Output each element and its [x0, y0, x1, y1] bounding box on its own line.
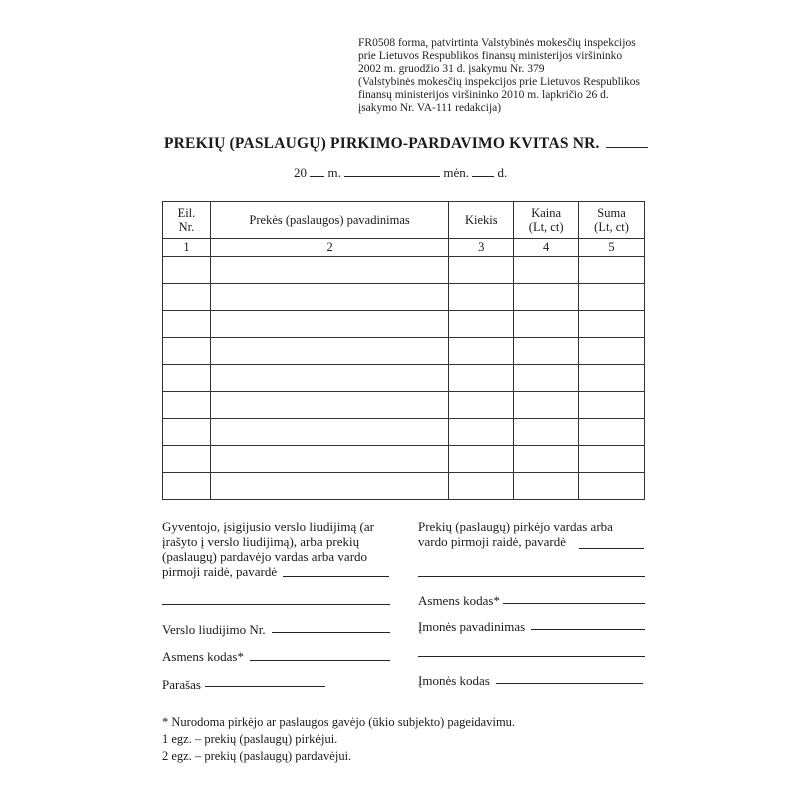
footnote: * Nurodoma pirkėjo ar paslaugos gavėjo (ūkio subjekto) pageidavimu.: [162, 715, 516, 729]
column-header-sum: [579, 202, 645, 239]
header-text: Suma: [597, 206, 626, 220]
table-row: [163, 419, 645, 446]
seller-name-field-2[interactable]: [162, 604, 390, 605]
column-header-price: [514, 202, 579, 239]
date-line: [294, 164, 507, 181]
buyer-name-field-2[interactable]: [418, 576, 645, 577]
cell-price[interactable]: [514, 365, 579, 392]
cell-line-no[interactable]: [163, 392, 211, 419]
month-field[interactable]: [344, 164, 440, 177]
cell-line-no[interactable]: [163, 257, 211, 284]
header-text: Prekės (paslaugos) pavadinimas: [249, 213, 410, 227]
year-field[interactable]: [310, 164, 324, 177]
column-number-row: [163, 239, 645, 257]
column-number: 2: [210, 239, 448, 257]
cell-item-name[interactable]: [210, 338, 448, 365]
cell-price[interactable]: [514, 419, 579, 446]
table-row: [163, 284, 645, 311]
cell-quantity[interactable]: [449, 392, 514, 419]
cell-sum[interactable]: [579, 446, 645, 473]
seller-intro-line: (paslaugų) pardavėjo vardas arba vardo: [162, 549, 368, 564]
approval-note-line: įsakymo Nr. VA-111 redakcija): [358, 102, 502, 114]
buyer-personal-code-field[interactable]: [503, 603, 645, 604]
column-number: 4: [514, 239, 579, 257]
approval-note-line: (Valstybinės mokesčių inspekcijos prie Lietuvos Respublikos: [358, 76, 641, 88]
cell-item-name[interactable]: [210, 446, 448, 473]
approval-note-line: finansų ministerijos viršininko 2010 m. lapkričio 26 d.: [358, 89, 609, 101]
year-prefix: 20: [294, 165, 307, 180]
seller-intro: [162, 519, 392, 579]
seller-intro-line: įrašyto į verslo liudijimą), arba prekių: [162, 534, 360, 549]
cell-price[interactable]: [514, 311, 579, 338]
cell-quantity[interactable]: [449, 338, 514, 365]
cell-sum[interactable]: [579, 365, 645, 392]
approval-note-line: prie Lietuvos Respublikos finansų ministerijos viršininko: [358, 50, 623, 62]
seller-personal-code-field[interactable]: [250, 660, 390, 661]
seller-personal-code-label: Asmens kodas*: [162, 649, 244, 664]
day-field[interactable]: [472, 164, 494, 177]
table-row: [163, 365, 645, 392]
cell-sum[interactable]: [579, 392, 645, 419]
table-header-row: [163, 202, 645, 239]
company-code-field[interactable]: [496, 683, 643, 684]
table-row: [163, 392, 645, 419]
column-header-item-name: [210, 202, 448, 239]
license-number-label: Verslo liudijimo Nr.: [162, 622, 266, 637]
cell-price[interactable]: [514, 392, 579, 419]
cell-sum[interactable]: [579, 284, 645, 311]
column-number: 3: [449, 239, 514, 257]
table-row: [163, 473, 645, 500]
form-approval-note: [358, 37, 658, 115]
cell-sum[interactable]: [579, 257, 645, 284]
company-name-field[interactable]: [531, 629, 645, 630]
cell-item-name[interactable]: [210, 365, 448, 392]
cell-quantity[interactable]: [449, 257, 514, 284]
cell-sum[interactable]: [579, 419, 645, 446]
cell-line-no[interactable]: [163, 311, 211, 338]
cell-item-name[interactable]: [210, 257, 448, 284]
table-row: [163, 257, 645, 284]
header-text: Kiekis: [464, 213, 498, 227]
year-label: m.: [327, 165, 341, 180]
cell-price[interactable]: [514, 446, 579, 473]
cell-quantity[interactable]: [449, 284, 514, 311]
company-name-label: Įmonės pavadinimas: [418, 619, 526, 634]
footnote: 1 egz. – prekių (paslaugų) pirkėjui.: [162, 732, 338, 746]
header-text: (Lt, ct): [594, 220, 629, 234]
seller-name-field[interactable]: [283, 576, 389, 577]
signature-label: Parašas: [162, 677, 201, 692]
table-row: [163, 338, 645, 365]
header-text: Kaina: [531, 206, 562, 220]
cell-price[interactable]: [514, 473, 579, 500]
buyer-intro-line: vardo pirmoji raidė, pavardė: [418, 534, 566, 549]
footnotes: [162, 714, 515, 765]
cell-line-no[interactable]: [163, 365, 211, 392]
form-title: [164, 135, 648, 153]
day-label: d.: [497, 165, 508, 180]
seller-intro-line: pirmoji raidė, pavardė: [162, 564, 278, 579]
month-label: mėn.: [443, 165, 470, 180]
cell-line-no[interactable]: [163, 338, 211, 365]
column-header-line-no: [163, 202, 211, 239]
footnote: 2 egz. – prekių (paslaugų) pardavėjui.: [162, 749, 352, 763]
cell-sum[interactable]: [579, 338, 645, 365]
cell-line-no[interactable]: [163, 284, 211, 311]
cell-sum[interactable]: [579, 311, 645, 338]
cell-item-name[interactable]: [210, 473, 448, 500]
items-table: [162, 201, 645, 500]
cell-line-no[interactable]: [163, 419, 211, 446]
cell-line-no[interactable]: [163, 446, 211, 473]
company-name-field-2[interactable]: [418, 656, 645, 657]
cell-price[interactable]: [514, 257, 579, 284]
cell-sum[interactable]: [579, 473, 645, 500]
form-title-text: PREKIŲ (PASLAUGŲ) PIRKIMO-PARDAVIMO KVITAS NR.: [164, 135, 600, 152]
approval-note-line: FR0508 forma, patvirtinta Valstybinės mokesčių inspekcijos: [358, 37, 636, 49]
buyer-personal-code-label: Asmens kodas*: [418, 593, 500, 608]
buyer-intro: [418, 519, 648, 549]
cell-quantity[interactable]: [449, 446, 514, 473]
buyer-intro-line: Prekių (paslaugų) pirkėjo vardas arba: [418, 519, 613, 534]
header-text: Eil.: [177, 206, 196, 220]
column-number: 1: [163, 239, 211, 257]
table-row: [163, 446, 645, 473]
license-number-field[interactable]: [272, 632, 390, 633]
header-text: (Lt, ct): [528, 220, 564, 234]
cell-item-name[interactable]: [210, 311, 448, 338]
cell-item-name[interactable]: [210, 392, 448, 419]
cell-price[interactable]: [514, 338, 579, 365]
cell-price[interactable]: [514, 284, 579, 311]
cell-quantity[interactable]: [449, 365, 514, 392]
cell-item-name[interactable]: [210, 284, 448, 311]
approval-note-line: 2002 m. gruodžio 31 d. įsakymu Nr. 379: [358, 63, 545, 75]
cell-quantity[interactable]: [449, 419, 514, 446]
company-code-label: Įmonės kodas: [418, 673, 490, 688]
signature-field[interactable]: [205, 686, 325, 687]
seller-intro-line: Gyventojo, įsigijusio verslo liudijimą (ar: [162, 519, 374, 534]
column-number: 5: [579, 239, 645, 257]
cell-line-no[interactable]: [163, 473, 211, 500]
column-header-quantity: [449, 202, 514, 239]
items-body: [163, 257, 645, 500]
cell-quantity[interactable]: [449, 311, 514, 338]
table-row: [163, 311, 645, 338]
receipt-number-field[interactable]: [606, 147, 648, 148]
cell-item-name[interactable]: [210, 419, 448, 446]
header-text: Nr.: [178, 220, 195, 234]
cell-quantity[interactable]: [449, 473, 514, 500]
buyer-name-field[interactable]: [579, 548, 644, 549]
